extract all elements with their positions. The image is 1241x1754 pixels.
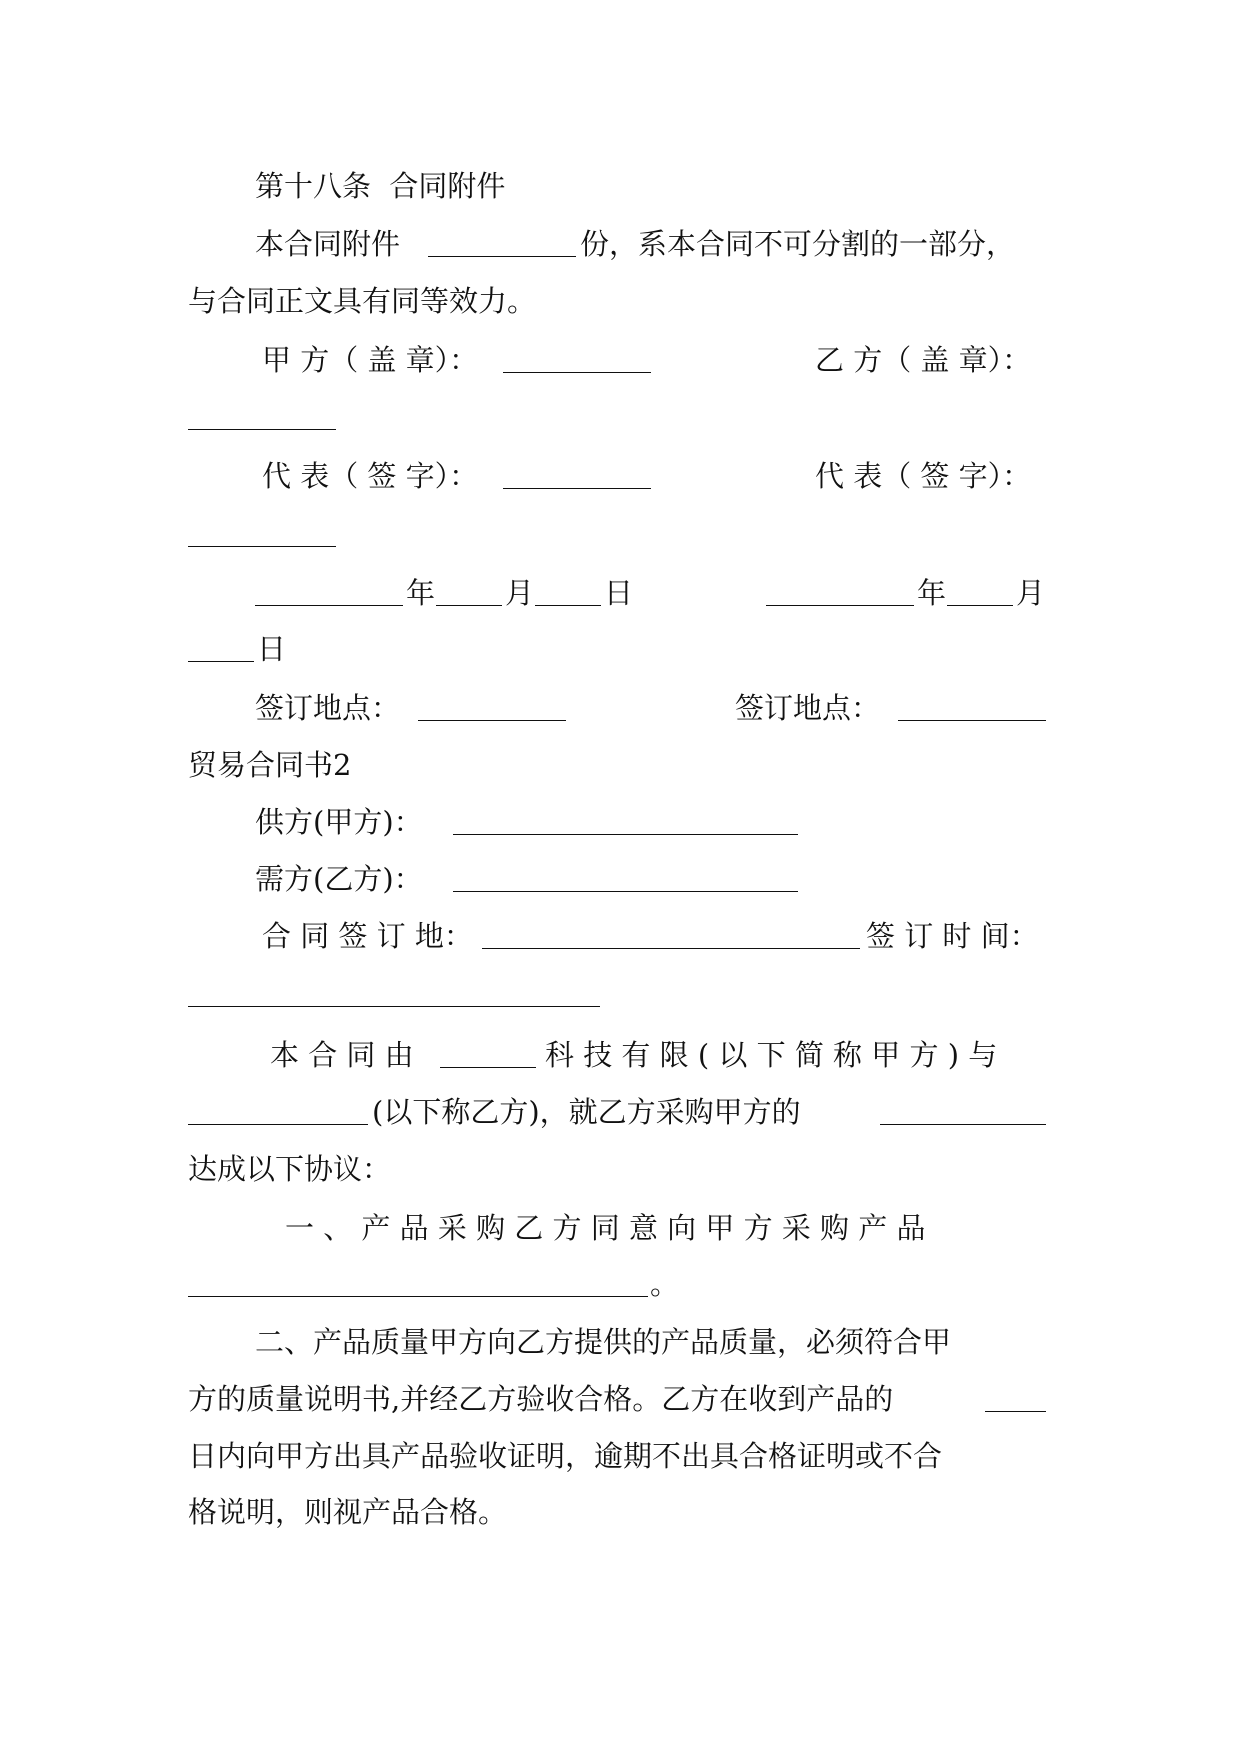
item-2-line3: 日内向甲方出具产品验收证明，逾期不出具合格证明或不合 xyxy=(188,1439,943,1473)
sign-place-b-blank xyxy=(898,720,1046,721)
date-b-year: 年 xyxy=(917,576,947,610)
buyer-blank xyxy=(453,891,798,892)
party-b-name-blank xyxy=(188,1124,368,1125)
intro-line3: 达成以下协议： xyxy=(188,1152,392,1186)
contract-place-blank xyxy=(482,948,860,949)
rep-b-label: 代 表（ 签 字）： xyxy=(815,459,1032,493)
date-b-month-blank xyxy=(947,605,1013,606)
sign-place-a-label: 签订地点： xyxy=(255,691,401,725)
date-a-year: 年 xyxy=(406,576,436,610)
rep-a-blank xyxy=(503,488,651,489)
party-a-seal-blank xyxy=(503,372,651,373)
article-18-line1b: 份，系本合同不可分割的一部分， xyxy=(580,227,1016,261)
party-b-seal-label: 乙 方（ 盖 章）： xyxy=(815,343,1032,377)
item-2-line1: 二、产品质量甲方向乙方提供的产品质量，必须符合甲 xyxy=(255,1325,952,1359)
date-b-day: 日 xyxy=(257,632,287,666)
product-blank xyxy=(880,1124,1046,1125)
date-a-month-blank xyxy=(436,605,502,606)
party-b-seal-blank xyxy=(188,429,336,430)
rep-a-label: 代 表（ 签 字）： xyxy=(262,459,479,493)
party-a-seal-label: 甲 方（ 盖 章）： xyxy=(262,343,479,377)
article-18-line1a: 本合同附件 xyxy=(255,227,401,261)
date-b-day-blank xyxy=(188,661,254,662)
rep-b-blank xyxy=(188,546,336,547)
date-b-year-blank xyxy=(766,605,914,606)
article-18-line2: 与合同正文具有同等效力。 xyxy=(188,284,537,318)
item-1-blank xyxy=(188,1296,648,1297)
sign-place-a-blank xyxy=(418,720,566,721)
sign-time-label: 签 订 时 间： xyxy=(866,919,1039,953)
item-2-line4: 格说明，则视产品合格。 xyxy=(188,1495,508,1529)
date-a-year-blank xyxy=(255,605,403,606)
intro-line2: (以下称乙方)，就乙方采购甲方的 xyxy=(372,1095,801,1129)
supplier-label: 供方(甲方)： xyxy=(255,805,423,839)
buyer-label: 需方(乙方)： xyxy=(255,862,423,896)
date-b-month: 月 xyxy=(1016,576,1046,610)
intro-part-b: 科 技 有 限 ( 以 下 简 称 甲 方 ) 与 xyxy=(545,1038,998,1072)
attachment-count-blank xyxy=(428,256,576,257)
contract-2-title: 贸易合同书2 xyxy=(188,748,352,782)
sign-place-b-label: 签订地点： xyxy=(735,691,881,725)
article-18-title: 第十八条 合同附件 xyxy=(255,169,506,203)
item-1-end: 。 xyxy=(650,1267,680,1301)
contract-place-label: 合 同 签 订 地： xyxy=(262,919,473,953)
item-1-text: 一 、 产 品 采 购 乙 方 同 意 向 甲 方 采 购 产 品 xyxy=(285,1211,926,1245)
item-2-line2: 方的质量说明书,并经乙方验收合格。乙方在收到产品的 xyxy=(188,1382,894,1416)
date-a-month: 月 xyxy=(505,576,535,610)
supplier-blank xyxy=(453,834,798,835)
days-blank xyxy=(985,1411,1046,1412)
company-blank xyxy=(440,1067,536,1068)
sign-time-blank xyxy=(188,1006,600,1007)
intro-part-a: 本 合 同 由 xyxy=(270,1038,414,1072)
date-a-day: 日 xyxy=(604,576,634,610)
date-a-day-blank xyxy=(535,605,601,606)
